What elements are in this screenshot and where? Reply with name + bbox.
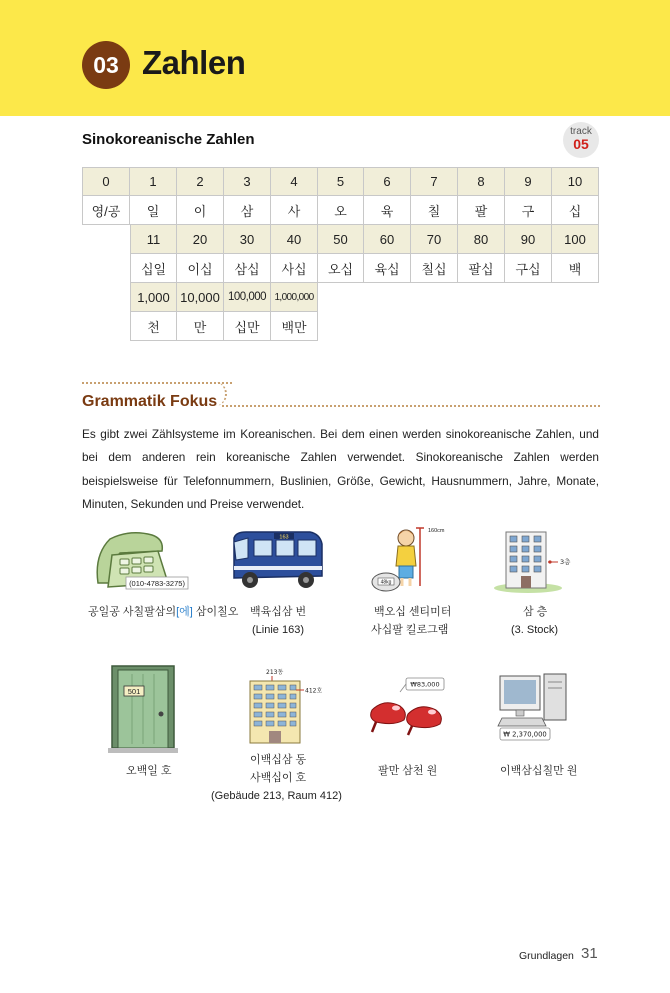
track-label: track bbox=[570, 126, 592, 137]
table-cell: 6 bbox=[364, 167, 411, 196]
table-cell: 구십 bbox=[505, 254, 552, 283]
table-cell: 사 bbox=[271, 196, 318, 225]
table-cell: 오십 bbox=[318, 254, 364, 283]
table-cell: 70 bbox=[411, 225, 458, 254]
table-cell: 8 bbox=[458, 167, 505, 196]
table-cell: 30 bbox=[224, 225, 271, 254]
table-cell: 사십 bbox=[271, 254, 318, 283]
table-cell: 삼 bbox=[224, 196, 271, 225]
audio-track-badge[interactable] bbox=[563, 122, 599, 158]
apartment-illustration bbox=[242, 667, 322, 747]
table-cell: 백 bbox=[552, 254, 599, 283]
table-cell: 0 bbox=[82, 167, 130, 196]
grammar-divider bbox=[82, 382, 232, 384]
table-cell: 50 bbox=[318, 225, 364, 254]
telephone-illustration bbox=[90, 525, 190, 597]
table-cell: 9 bbox=[505, 167, 552, 196]
door-caption: 오백일 호 bbox=[126, 765, 172, 777]
table-cell: 백만 bbox=[271, 312, 318, 341]
table-cell: 육 bbox=[364, 196, 411, 225]
table-cell: 2 bbox=[177, 167, 224, 196]
bus-caption-2: (Linie 163) bbox=[252, 624, 304, 636]
table-cell: 삼십 bbox=[224, 254, 271, 283]
table-cell: 천 bbox=[130, 312, 177, 341]
floor-label: 3층 bbox=[560, 558, 571, 566]
door-illustration bbox=[108, 664, 178, 754]
table-cell: 5 bbox=[318, 167, 364, 196]
weight-label: 48kg bbox=[380, 579, 392, 586]
table-cell: 칠십 bbox=[411, 254, 458, 283]
phone-caption-b: 삼이칠오 bbox=[192, 606, 239, 618]
table-cell: 만 bbox=[177, 312, 224, 341]
bus-caption-1: 백육십삼 번 bbox=[250, 606, 307, 618]
building-caption-2: (3. Stock) bbox=[511, 624, 559, 636]
shoes-caption: 팔만 삼천 원 bbox=[378, 765, 438, 777]
section-title: Sinokoreanische Zahlen bbox=[82, 131, 255, 148]
table-cell: 오 bbox=[318, 196, 364, 225]
table-cell: 1,000,000 bbox=[271, 283, 318, 312]
phone-caption-highlight: [에] bbox=[176, 606, 193, 618]
table-cell: 60 bbox=[364, 225, 411, 254]
grammar-paragraph bbox=[82, 423, 599, 517]
table-cell: 40 bbox=[271, 225, 318, 254]
footer-section-label: Grundlagen bbox=[519, 950, 574, 962]
table-cell: 십 bbox=[552, 196, 599, 225]
apartment-caption-2: 사백십이 호 bbox=[250, 772, 307, 784]
table-cell: 칠 bbox=[411, 196, 458, 225]
table-cell: 십만 bbox=[224, 312, 271, 341]
door-number-label: 501 bbox=[127, 687, 141, 696]
bus-illustration bbox=[226, 528, 326, 592]
table-cell: 10 bbox=[552, 167, 599, 196]
building-number-label: 213동 bbox=[266, 669, 284, 676]
shoes-price-tag: ₩83,000 bbox=[410, 680, 440, 689]
table-cell: 4 bbox=[271, 167, 318, 196]
table-cell: 80 bbox=[458, 225, 505, 254]
building-caption-1: 삼 층 bbox=[523, 606, 548, 618]
table-cell: 7 bbox=[411, 167, 458, 196]
grammar-title: Grammatik Fokus bbox=[82, 393, 218, 410]
chapter-number-badge: 03 bbox=[82, 41, 130, 89]
phone-caption-a: 공일공 사칠팔삼의 bbox=[88, 606, 177, 618]
table-cell: 10,000 bbox=[177, 283, 224, 312]
bus-line-label: 163 bbox=[279, 534, 289, 541]
table-cell: 영/공 bbox=[82, 196, 130, 225]
girl-caption-2: 사십팔 킬로그램 bbox=[371, 624, 449, 636]
table-cell: 일 bbox=[130, 196, 177, 225]
building-illustration bbox=[494, 528, 578, 594]
girl-measuring-illustration bbox=[368, 524, 458, 596]
table-cell: 100 bbox=[552, 225, 599, 254]
table-cell: 구 bbox=[505, 196, 552, 225]
grammar-text: Es gibt zwei Zählsysteme im Koreanischen. Bei dem einen werden sinokoreanische Zahlen, und bei dem anderen rein koreanische Zahlen verwendet. Sinokoreanische Zahlen werden beispielsweise für Telefonnummern, Buslinien, Größe, Gewicht, Hausnummern, Jahre, Monate, Minuten, Sekunden und Preise verwendet. bbox=[82, 427, 599, 512]
table-cell: 20 bbox=[177, 225, 224, 254]
red-shoes-illustration bbox=[364, 676, 448, 736]
chapter-header bbox=[0, 0, 670, 116]
table-cell: 팔십 bbox=[458, 254, 505, 283]
table-cell: 100,000 bbox=[224, 283, 271, 312]
track-number: 05 bbox=[573, 136, 589, 152]
table-cell: 11 bbox=[130, 225, 177, 254]
computer-caption: 이백삼십칠만 원 bbox=[500, 765, 578, 777]
phone-number-label: (010-4783-3275) bbox=[129, 579, 185, 588]
table-cell: 육십 bbox=[364, 254, 411, 283]
table-cell: 이십 bbox=[177, 254, 224, 283]
table-cell: 1,000 bbox=[130, 283, 177, 312]
height-label: 160cm bbox=[428, 528, 445, 534]
table-cell: 팔 bbox=[458, 196, 505, 225]
phone-caption bbox=[88, 604, 238, 621]
grammar-divider-line bbox=[222, 405, 600, 407]
table-cell: 이 bbox=[177, 196, 224, 225]
computer-illustration bbox=[494, 670, 578, 746]
table-cell: 90 bbox=[505, 225, 552, 254]
girl-caption-1: 백오십 센티미터 bbox=[374, 606, 452, 618]
table-cell: 십일 bbox=[130, 254, 177, 283]
table-cell: 1 bbox=[130, 167, 177, 196]
apartment-caption-1: 이백십삼 동 bbox=[250, 754, 307, 766]
room-number-label: 412호 bbox=[305, 687, 322, 695]
computer-price-tag: ₩ 2,370,000 bbox=[503, 730, 547, 739]
chapter-title: Zahlen bbox=[142, 44, 246, 81]
table-cell: 3 bbox=[224, 167, 271, 196]
apartment-caption-3: (Gebäude 213, Raum 412) bbox=[211, 790, 342, 802]
page-number: 31 bbox=[581, 945, 598, 962]
